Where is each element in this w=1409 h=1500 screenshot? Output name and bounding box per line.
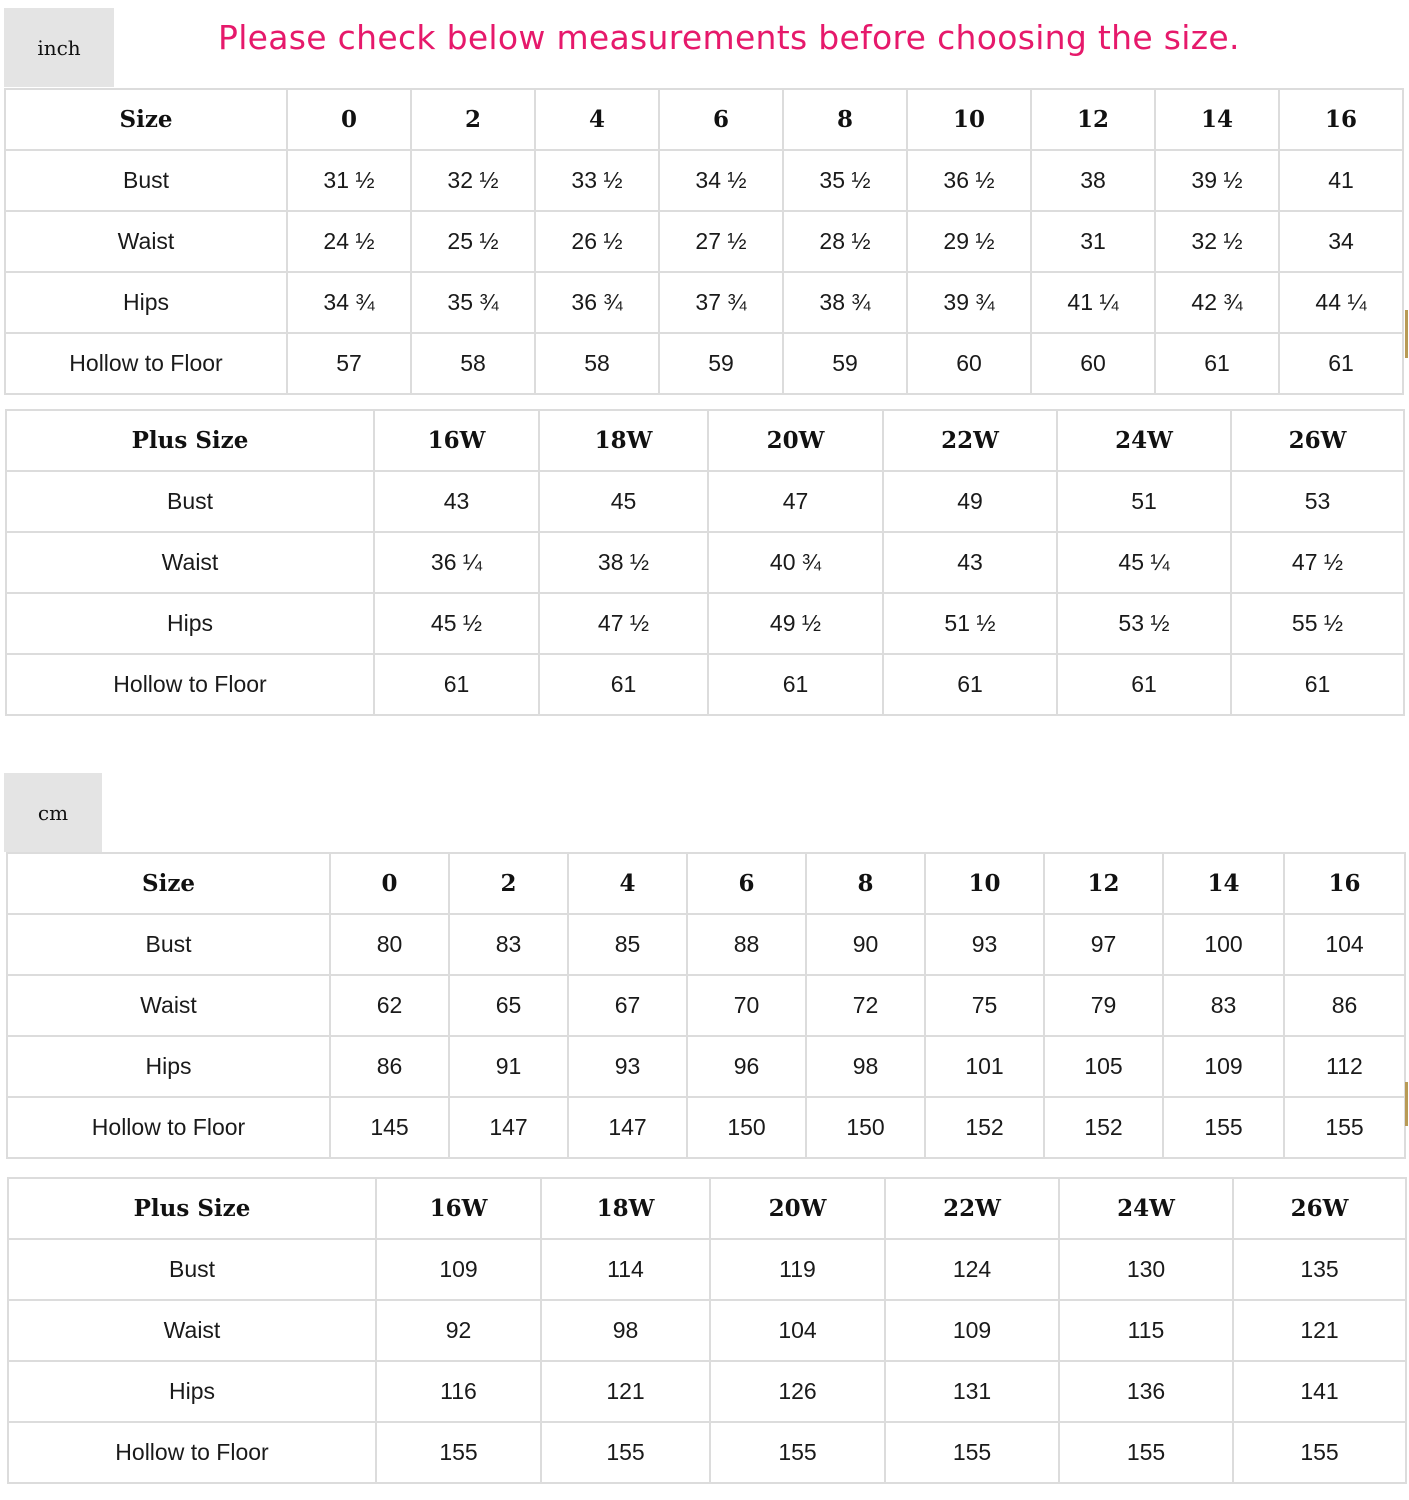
measurement-value-cell: 36 ½ [907, 150, 1031, 211]
size-header-cell: 24W [1057, 410, 1231, 471]
size-header-cell: 4 [568, 853, 687, 914]
measurement-label-cell: Bust [6, 471, 374, 532]
size-header-cell: 8 [806, 853, 925, 914]
edge-mark [1405, 1082, 1408, 1126]
measurement-value-cell: 43 [883, 532, 1057, 593]
measurement-value-cell: 24 ½ [287, 211, 411, 272]
table-row [5, 211, 1403, 272]
size-header-cell: 6 [687, 853, 806, 914]
measurement-value-cell: 59 [783, 333, 907, 394]
inch-standard-size-table [4, 88, 1404, 395]
measurement-label-cell: Waist [6, 532, 374, 593]
measurement-value-cell: 61 [539, 654, 708, 715]
size-header-cell: 18W [539, 410, 708, 471]
measurement-label-cell: Waist [8, 1300, 376, 1361]
inch-plus-size-table [5, 409, 1405, 716]
measurement-value-cell: 38 ¾ [783, 272, 907, 333]
measurement-value-cell: 61 [1231, 654, 1404, 715]
measurement-value-cell: 49 ½ [708, 593, 883, 654]
header-label-cell: Size [5, 89, 287, 150]
header-label-cell: Plus Size [8, 1178, 376, 1239]
table-row [7, 1036, 1405, 1097]
measurement-value-cell: 65 [449, 975, 568, 1036]
measurement-value-cell: 60 [907, 333, 1031, 394]
measurement-value-cell: 61 [708, 654, 883, 715]
size-header-cell: 26W [1233, 1178, 1406, 1239]
size-header-cell: 12 [1044, 853, 1163, 914]
measurement-value-cell: 93 [568, 1036, 687, 1097]
table-row [7, 975, 1405, 1036]
page-headline: Please check below measurements before choosing the size. [218, 18, 1240, 57]
size-header-cell: 14 [1155, 89, 1279, 150]
measurement-value-cell: 86 [1284, 975, 1405, 1036]
measurement-label-cell: Hollow to Floor [8, 1422, 376, 1483]
measurement-value-cell: 32 ½ [411, 150, 535, 211]
measurement-value-cell: 121 [541, 1361, 710, 1422]
measurement-value-cell: 86 [330, 1036, 449, 1097]
measurement-value-cell: 100 [1163, 914, 1284, 975]
measurement-value-cell: 61 [1279, 333, 1403, 394]
measurement-value-cell: 51 ½ [883, 593, 1057, 654]
measurement-value-cell: 145 [330, 1097, 449, 1158]
size-header-cell: 2 [449, 853, 568, 914]
measurement-value-cell: 98 [541, 1300, 710, 1361]
measurement-value-cell: 57 [287, 333, 411, 394]
measurement-value-cell: 101 [925, 1036, 1044, 1097]
measurement-label-cell: Bust [8, 1239, 376, 1300]
table-row [8, 1239, 1406, 1300]
measurement-value-cell: 109 [885, 1300, 1059, 1361]
measurement-value-cell: 97 [1044, 914, 1163, 975]
measurement-label-cell: Waist [7, 975, 330, 1036]
measurement-value-cell: 104 [1284, 914, 1405, 975]
size-header-cell: 0 [330, 853, 449, 914]
measurement-value-cell: 155 [1163, 1097, 1284, 1158]
measurement-value-cell: 47 [708, 471, 883, 532]
table-header-row [7, 853, 1405, 914]
cm-plus-size-table [7, 1177, 1407, 1484]
table-row [8, 1300, 1406, 1361]
measurement-value-cell: 53 [1231, 471, 1404, 532]
size-header-cell: 10 [907, 89, 1031, 150]
measurement-value-cell: 41 [1279, 150, 1403, 211]
table-row [8, 1361, 1406, 1422]
measurement-value-cell: 83 [1163, 975, 1284, 1036]
measurement-value-cell: 92 [376, 1300, 541, 1361]
table-row [6, 471, 1404, 532]
size-header-cell: 22W [883, 410, 1057, 471]
size-header-cell: 16W [376, 1178, 541, 1239]
measurement-value-cell: 45 ¼ [1057, 532, 1231, 593]
measurement-value-cell: 39 ½ [1155, 150, 1279, 211]
measurement-value-cell: 79 [1044, 975, 1163, 1036]
measurement-value-cell: 35 ¾ [411, 272, 535, 333]
measurement-value-cell: 155 [1233, 1422, 1406, 1483]
measurement-value-cell: 93 [925, 914, 1044, 975]
table-row [5, 150, 1403, 211]
measurement-value-cell: 49 [883, 471, 1057, 532]
table-header-row [8, 1178, 1406, 1239]
size-header-cell: 20W [708, 410, 883, 471]
size-header-cell: 22W [885, 1178, 1059, 1239]
measurement-value-cell: 131 [885, 1361, 1059, 1422]
measurement-value-cell: 43 [374, 471, 539, 532]
measurement-value-cell: 150 [806, 1097, 925, 1158]
measurement-value-cell: 114 [541, 1239, 710, 1300]
measurement-label-cell: Hips [6, 593, 374, 654]
measurement-value-cell: 119 [710, 1239, 885, 1300]
measurement-value-cell: 42 ¾ [1155, 272, 1279, 333]
measurement-label-cell: Hollow to Floor [5, 333, 287, 394]
measurement-value-cell: 61 [1155, 333, 1279, 394]
measurement-label-cell: Hollow to Floor [7, 1097, 330, 1158]
measurement-value-cell: 47 ½ [1231, 532, 1404, 593]
measurement-value-cell: 47 ½ [539, 593, 708, 654]
measurement-value-cell: 72 [806, 975, 925, 1036]
measurement-value-cell: 27 ½ [659, 211, 783, 272]
cm-standard-size-table [6, 852, 1406, 1159]
table-row [5, 333, 1403, 394]
table-row [6, 532, 1404, 593]
size-header-cell: 18W [541, 1178, 710, 1239]
measurement-value-cell: 85 [568, 914, 687, 975]
size-header-cell: 16 [1279, 89, 1403, 150]
measurement-value-cell: 34 [1279, 211, 1403, 272]
measurement-value-cell: 32 ½ [1155, 211, 1279, 272]
table-header-row [5, 89, 1403, 150]
measurement-value-cell: 38 ½ [539, 532, 708, 593]
size-header-cell: 16W [374, 410, 539, 471]
measurement-value-cell: 36 ¾ [535, 272, 659, 333]
measurement-value-cell: 136 [1059, 1361, 1233, 1422]
size-header-cell: 10 [925, 853, 1044, 914]
measurement-value-cell: 80 [330, 914, 449, 975]
measurement-value-cell: 105 [1044, 1036, 1163, 1097]
measurement-value-cell: 31 [1031, 211, 1155, 272]
measurement-value-cell: 28 ½ [783, 211, 907, 272]
measurement-value-cell: 45 [539, 471, 708, 532]
measurement-value-cell: 60 [1031, 333, 1155, 394]
measurement-value-cell: 36 ¼ [374, 532, 539, 593]
measurement-value-cell: 109 [1163, 1036, 1284, 1097]
measurement-value-cell: 155 [710, 1422, 885, 1483]
measurement-value-cell: 34 ½ [659, 150, 783, 211]
measurement-value-cell: 155 [1284, 1097, 1405, 1158]
measurement-label-cell: Bust [5, 150, 287, 211]
measurement-value-cell: 29 ½ [907, 211, 1031, 272]
size-header-cell: 24W [1059, 1178, 1233, 1239]
measurement-value-cell: 35 ½ [783, 150, 907, 211]
size-header-cell: 20W [710, 1178, 885, 1239]
measurement-value-cell: 147 [449, 1097, 568, 1158]
measurement-value-cell: 152 [1044, 1097, 1163, 1158]
table-row [5, 272, 1403, 333]
measurement-label-cell: Hips [5, 272, 287, 333]
table-row [8, 1422, 1406, 1483]
measurement-value-cell: 61 [1057, 654, 1231, 715]
size-header-cell: 16 [1284, 853, 1405, 914]
measurement-value-cell: 70 [687, 975, 806, 1036]
size-header-cell: 12 [1031, 89, 1155, 150]
measurement-value-cell: 130 [1059, 1239, 1233, 1300]
measurement-value-cell: 91 [449, 1036, 568, 1097]
cm-unit-tab: cm [4, 773, 102, 852]
measurement-label-cell: Waist [5, 211, 287, 272]
measurement-value-cell: 155 [885, 1422, 1059, 1483]
measurement-value-cell: 116 [376, 1361, 541, 1422]
table-row [7, 1097, 1405, 1158]
measurement-value-cell: 59 [659, 333, 783, 394]
measurement-value-cell: 90 [806, 914, 925, 975]
measurement-label-cell: Bust [7, 914, 330, 975]
measurement-value-cell: 45 ½ [374, 593, 539, 654]
measurement-value-cell: 75 [925, 975, 1044, 1036]
measurement-value-cell: 53 ½ [1057, 593, 1231, 654]
table-header-row [6, 410, 1404, 471]
measurement-value-cell: 126 [710, 1361, 885, 1422]
measurement-value-cell: 58 [535, 333, 659, 394]
measurement-value-cell: 96 [687, 1036, 806, 1097]
measurement-value-cell: 58 [411, 333, 535, 394]
size-header-cell: 4 [535, 89, 659, 150]
measurement-value-cell: 135 [1233, 1239, 1406, 1300]
measurement-value-cell: 44 ¼ [1279, 272, 1403, 333]
size-header-cell: 2 [411, 89, 535, 150]
measurement-value-cell: 61 [374, 654, 539, 715]
measurement-value-cell: 112 [1284, 1036, 1405, 1097]
measurement-value-cell: 155 [541, 1422, 710, 1483]
measurement-label-cell: Hollow to Floor [6, 654, 374, 715]
edge-mark [1405, 310, 1408, 358]
measurement-value-cell: 39 ¾ [907, 272, 1031, 333]
table-row [6, 654, 1404, 715]
measurement-value-cell: 152 [925, 1097, 1044, 1158]
measurement-value-cell: 37 ¾ [659, 272, 783, 333]
measurement-value-cell: 40 ¾ [708, 532, 883, 593]
table-row [7, 914, 1405, 975]
measurement-value-cell: 33 ½ [535, 150, 659, 211]
measurement-value-cell: 150 [687, 1097, 806, 1158]
measurement-value-cell: 115 [1059, 1300, 1233, 1361]
measurement-value-cell: 83 [449, 914, 568, 975]
measurement-value-cell: 26 ½ [535, 211, 659, 272]
measurement-value-cell: 109 [376, 1239, 541, 1300]
measurement-value-cell: 34 ¾ [287, 272, 411, 333]
size-header-cell: 6 [659, 89, 783, 150]
measurement-value-cell: 41 ¼ [1031, 272, 1155, 333]
measurement-value-cell: 62 [330, 975, 449, 1036]
size-header-cell: 14 [1163, 853, 1284, 914]
measurement-value-cell: 147 [568, 1097, 687, 1158]
measurement-value-cell: 104 [710, 1300, 885, 1361]
measurement-value-cell: 31 ½ [287, 150, 411, 211]
measurement-value-cell: 98 [806, 1036, 925, 1097]
measurement-value-cell: 55 ½ [1231, 593, 1404, 654]
measurement-value-cell: 121 [1233, 1300, 1406, 1361]
size-header-cell: 26W [1231, 410, 1404, 471]
measurement-value-cell: 88 [687, 914, 806, 975]
size-header-cell: 8 [783, 89, 907, 150]
measurement-label-cell: Hips [8, 1361, 376, 1422]
measurement-value-cell: 38 [1031, 150, 1155, 211]
table-row [6, 593, 1404, 654]
header-label-cell: Plus Size [6, 410, 374, 471]
measurement-value-cell: 124 [885, 1239, 1059, 1300]
measurement-value-cell: 155 [1059, 1422, 1233, 1483]
measurement-value-cell: 25 ½ [411, 211, 535, 272]
measurement-value-cell: 141 [1233, 1361, 1406, 1422]
measurement-label-cell: Hips [7, 1036, 330, 1097]
measurement-value-cell: 61 [883, 654, 1057, 715]
measurement-value-cell: 67 [568, 975, 687, 1036]
size-header-cell: 0 [287, 89, 411, 150]
inch-unit-tab: inch [4, 8, 114, 87]
measurement-value-cell: 51 [1057, 471, 1231, 532]
header-label-cell: Size [7, 853, 330, 914]
measurement-value-cell: 155 [376, 1422, 541, 1483]
